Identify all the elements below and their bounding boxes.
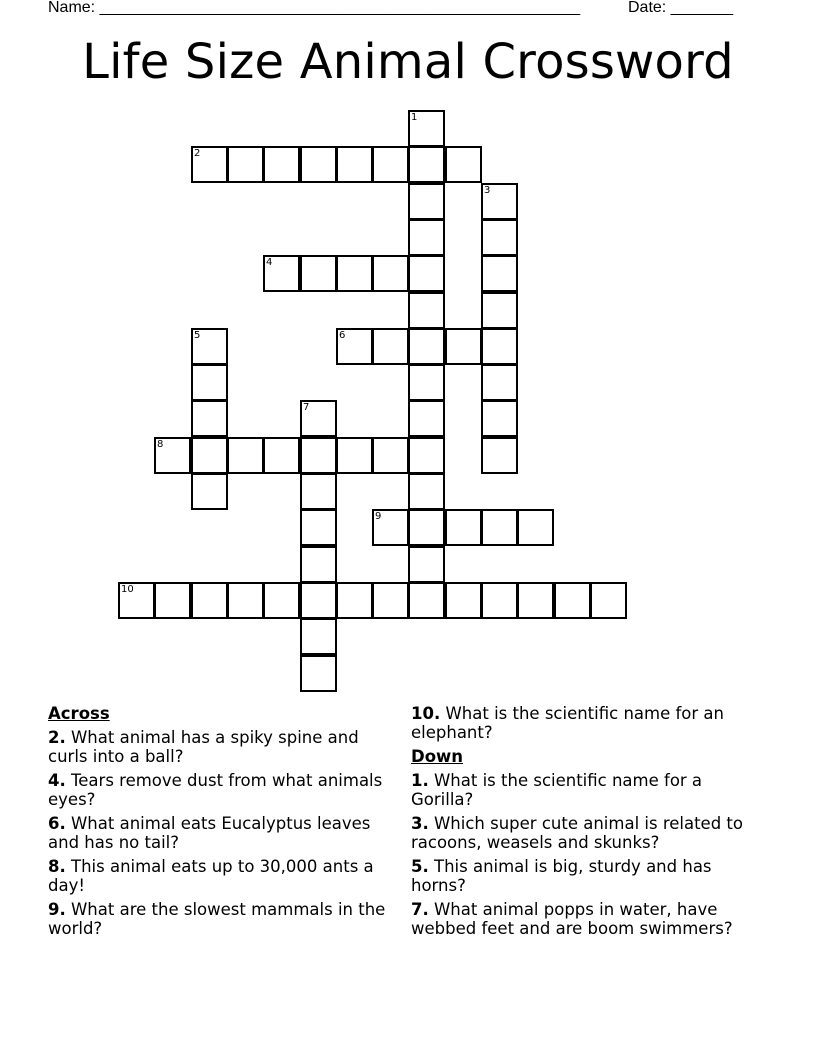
clue-across-4: 4. Tears remove dust from what animals eyes? bbox=[48, 771, 383, 809]
crossword-cell[interactable] bbox=[300, 255, 337, 292]
crossword-cell[interactable] bbox=[336, 582, 373, 619]
crossword-cell[interactable] bbox=[408, 292, 445, 329]
crossword-cell[interactable] bbox=[590, 582, 627, 619]
crossword-cell[interactable] bbox=[408, 546, 445, 583]
clue-across-9: 9. What are the slowest mammals in the world? bbox=[48, 900, 386, 938]
date-field-label: Date: _______ bbox=[628, 0, 733, 16]
crossword-cell[interactable] bbox=[517, 582, 554, 619]
crossword-cell[interactable] bbox=[300, 546, 337, 583]
crossword-cell[interactable] bbox=[300, 437, 337, 474]
clue-number: 2 bbox=[194, 148, 201, 159]
clues-left-column bbox=[48, 704, 388, 943]
crossword-cell[interactable] bbox=[408, 110, 445, 147]
crossword-cell[interactable] bbox=[481, 292, 518, 329]
crossword-cell[interactable] bbox=[481, 328, 518, 365]
down-heading: Down bbox=[411, 747, 464, 766]
crossword-cell[interactable] bbox=[191, 473, 228, 510]
clue-number: 10 bbox=[121, 584, 134, 595]
crossword-cell[interactable] bbox=[227, 582, 264, 619]
page-title: Life Size Animal Crossword bbox=[82, 34, 734, 90]
crossword-cell[interactable] bbox=[408, 582, 445, 619]
crossword-cell[interactable] bbox=[481, 509, 518, 546]
name-field-label: Name: ______________________________________________________ bbox=[48, 0, 581, 16]
crossword-cell[interactable] bbox=[554, 582, 591, 619]
crossword-cell[interactable] bbox=[118, 582, 155, 619]
crossword-cell[interactable] bbox=[300, 146, 337, 183]
crossword-cell[interactable] bbox=[154, 582, 191, 619]
crossword-cell[interactable] bbox=[372, 146, 409, 183]
clue-down-3: 3. Which super cute animal is related to racoons, weasels and skunks? bbox=[411, 814, 743, 852]
crossword-cell[interactable] bbox=[154, 437, 191, 474]
clue-down-7: 7. What animal popps in water, have webbed feet and are boom swimmers? bbox=[411, 900, 733, 938]
clue-number: 8 bbox=[157, 439, 164, 450]
clue-across-6: 6. What animal eats Eucalyptus leaves and has no tail? bbox=[48, 814, 371, 852]
crossword-cell[interactable] bbox=[300, 582, 337, 619]
clue-number: 9 bbox=[375, 511, 382, 522]
clue-number: 5 bbox=[194, 330, 201, 341]
crossword-cell[interactable] bbox=[300, 618, 337, 655]
clue-number: 4 bbox=[266, 257, 273, 268]
crossword-cell[interactable] bbox=[408, 328, 445, 365]
clue-number: 6 bbox=[339, 330, 346, 341]
crossword-cell[interactable] bbox=[191, 400, 228, 437]
crossword-cell[interactable] bbox=[408, 183, 445, 220]
crossword-cell[interactable] bbox=[445, 146, 482, 183]
crossword-cell[interactable] bbox=[300, 509, 337, 546]
crossword-cell[interactable] bbox=[481, 400, 518, 437]
crossword-cell[interactable] bbox=[227, 437, 264, 474]
across-heading: Across bbox=[48, 704, 110, 723]
crossword-cell[interactable] bbox=[481, 183, 518, 220]
clue-down-5: 5. This animal is big, sturdy and has horns? bbox=[411, 857, 712, 895]
crossword-cell[interactable] bbox=[408, 473, 445, 510]
crossword-cell[interactable] bbox=[336, 255, 373, 292]
crossword-cell[interactable] bbox=[191, 582, 228, 619]
clue-number: 3 bbox=[484, 185, 491, 196]
crossword-cell[interactable] bbox=[408, 255, 445, 292]
crossword-cell[interactable] bbox=[191, 146, 228, 183]
crossword-cell[interactable] bbox=[191, 437, 228, 474]
crossword-cell[interactable] bbox=[227, 146, 264, 183]
crossword-cell[interactable] bbox=[408, 400, 445, 437]
crossword-cell[interactable] bbox=[408, 509, 445, 546]
crossword-cell[interactable] bbox=[300, 655, 337, 692]
crossword-cell[interactable] bbox=[372, 437, 409, 474]
clue-across-10: 10. What is the scientific name for an elephant? bbox=[411, 704, 724, 742]
crossword-cell[interactable] bbox=[300, 400, 337, 437]
crossword-cell[interactable] bbox=[408, 437, 445, 474]
clue-across-8: 8. This animal eats up to 30,000 ants a day! bbox=[48, 857, 374, 895]
crossword-cell[interactable] bbox=[481, 437, 518, 474]
crossword-cell[interactable] bbox=[300, 473, 337, 510]
crossword-cell[interactable] bbox=[372, 328, 409, 365]
clue-number: 1 bbox=[411, 112, 418, 123]
crossword-cell[interactable] bbox=[445, 509, 482, 546]
crossword-cell[interactable] bbox=[372, 255, 409, 292]
crossword-cell[interactable] bbox=[372, 582, 409, 619]
crossword-cell[interactable] bbox=[263, 582, 300, 619]
crossword-cell[interactable] bbox=[445, 328, 482, 365]
crossword-cell[interactable] bbox=[481, 219, 518, 256]
clue-down-1: 1. What is the scientific name for a Gorilla? bbox=[411, 771, 703, 809]
crossword-cell[interactable] bbox=[481, 255, 518, 292]
crossword-cell[interactable] bbox=[191, 364, 228, 401]
crossword-cell[interactable] bbox=[481, 364, 518, 401]
crossword-cell[interactable] bbox=[336, 146, 373, 183]
crossword-cell[interactable] bbox=[263, 255, 300, 292]
crossword-cell[interactable] bbox=[263, 146, 300, 183]
clue-number: 7 bbox=[303, 402, 310, 413]
clues-right-column bbox=[411, 704, 766, 943]
crossword-cell[interactable] bbox=[191, 328, 228, 365]
crossword-cell[interactable] bbox=[372, 509, 409, 546]
crossword-cell[interactable] bbox=[445, 582, 482, 619]
crossword-cell[interactable] bbox=[481, 582, 518, 619]
crossword-cell[interactable] bbox=[336, 437, 373, 474]
clue-across-2: 2. What animal has a spiky spine and curls into a ball? bbox=[48, 728, 359, 766]
crossword-cell[interactable] bbox=[336, 328, 373, 365]
crossword-cell[interactable] bbox=[408, 219, 445, 256]
crossword-cell[interactable] bbox=[517, 509, 554, 546]
crossword-cell[interactable] bbox=[408, 364, 445, 401]
crossword-cell[interactable] bbox=[408, 146, 445, 183]
crossword-cell[interactable] bbox=[263, 437, 300, 474]
